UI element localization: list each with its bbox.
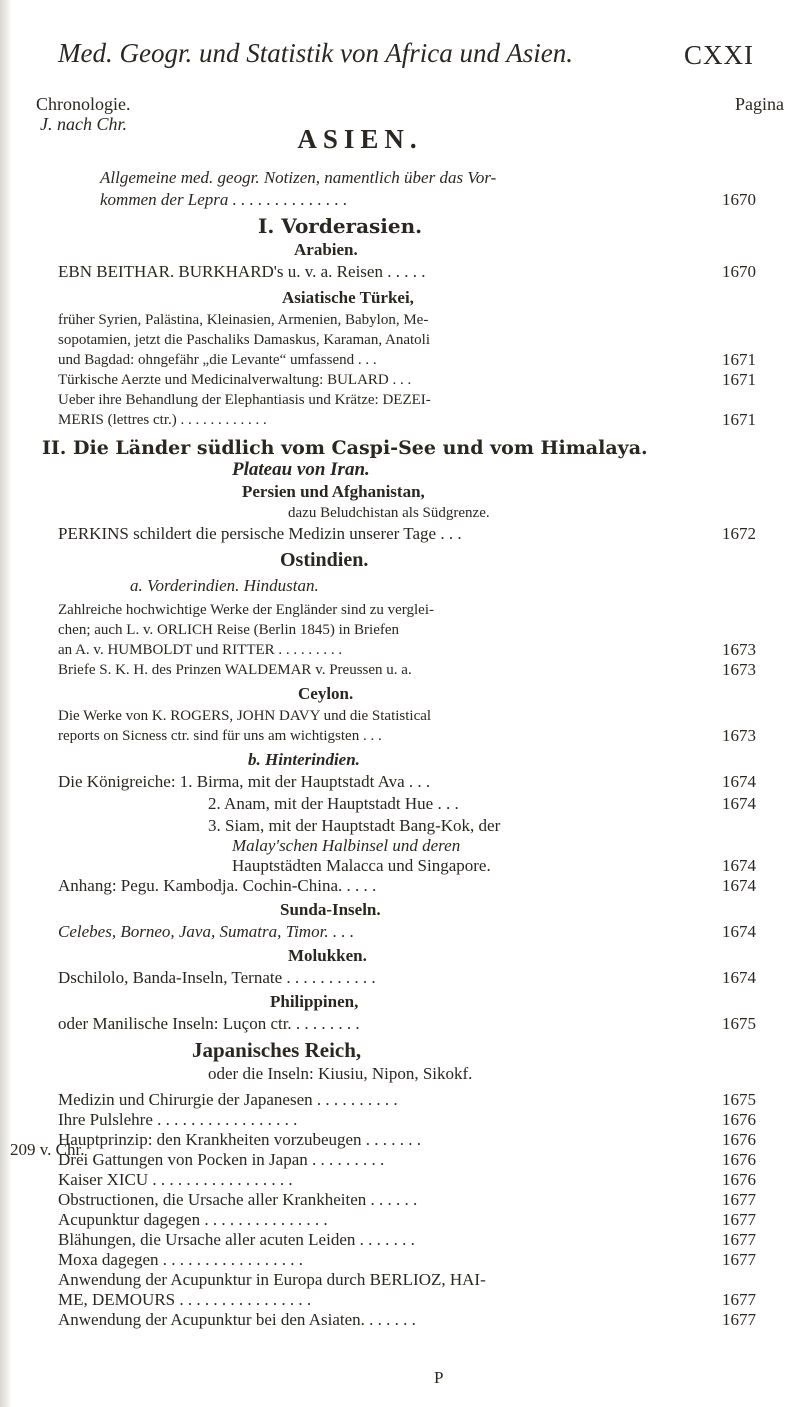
- entry-text: chen; auch L. v. ORLICH Reise (Berlin 1845) in Briefen: [58, 622, 400, 638]
- entry-page-number: 1671: [722, 410, 756, 429]
- entry-text: Blähungen, die Ursache aller acuten Leiden . . . . . . .: [58, 1230, 415, 1249]
- entry-text: Die Königreiche: 1. Birma, mit der Hauptstadt Ava . . .: [58, 772, 431, 791]
- header-title: Med. Geogr. und Statistik von Africa und Asien.: [58, 38, 573, 68]
- entry-text: oder die Inseln: Kiusiu, Nipon, Sikokf.: [208, 1064, 473, 1083]
- entry-text: reports on Sicness ctr. sind für uns am wichtigsten . . .: [58, 728, 382, 744]
- entry-page-number: 1677: [722, 1190, 756, 1209]
- entry-page-number: 1677: [722, 1230, 756, 1249]
- entry-page-number: 1675: [722, 1090, 756, 1109]
- entry-text: Briefe S. K. H. des Prinzen WALDEMAR v. Preussen u. a.: [58, 662, 412, 678]
- entry-page-number: 1674: [722, 922, 756, 941]
- entry-text: kommen der Lepra . . . . . . . . . . . . . .: [100, 190, 348, 209]
- entry-text: 3. Siam, mit der Hauptstadt Bang-Kok, der: [208, 816, 501, 835]
- entry-text: sopotamien, jetzt die Paschaliks Damaskus, Karaman, Anatoli: [58, 332, 430, 348]
- entry-text: Anwendung der Acupunktur bei den Asiaten. . . . . . .: [58, 1310, 416, 1329]
- entry-page-number: 1677: [722, 1210, 756, 1229]
- entry-text: Zahlreiche hochwichtige Werke der Engländer sind zu verglei-: [58, 602, 435, 618]
- entry-text: an A. v. HUMBOLDT und RITTER . . . . . . . . .: [58, 642, 343, 658]
- entry-page-number: 1671: [722, 350, 756, 369]
- entry-text: früher Syrien, Palästina, Kleinasien, Armenien, Babylon, Me-: [58, 312, 429, 328]
- entry-text: Obstructionen, die Ursache aller Krankheiten . . . . . .: [58, 1190, 418, 1209]
- header-page-number: CXXI: [684, 40, 754, 70]
- entry-text: Molukken.: [288, 946, 367, 965]
- entry-text: Türkische Aerzte und Medicinalverwaltung: BULARD . . .: [58, 372, 412, 388]
- entry-page-number: 1674: [722, 772, 756, 791]
- running-header: [58, 38, 754, 78]
- entry-text: Die Werke von K. ROGERS, JOHN DAVY und die Statistical: [58, 708, 432, 724]
- entry-text: Hauptstädten Malacca und Singapore.: [232, 856, 491, 875]
- entry-text: Japanisches Reich,: [192, 1038, 362, 1062]
- entry-page-number: 1677: [722, 1310, 756, 1329]
- chronology-label: Chronologie.: [36, 94, 131, 114]
- entry-page-number: 1674: [722, 876, 756, 895]
- entry-text: und Bagdad: ohngefähr „die Levante“ umfassend . . .: [58, 352, 377, 368]
- entry-page-number: 1670: [722, 190, 756, 209]
- entry-text: I. Vorderasien.: [258, 214, 423, 238]
- section-title: ASIEN.: [297, 124, 423, 154]
- entry-text: dazu Beludchistan als Südgrenze.: [288, 505, 490, 521]
- entry-text: MERIS (lettres ctr.) . . . . . . . . . . . .: [58, 412, 267, 428]
- entry-text: Persien und Afghanistan,: [242, 482, 425, 501]
- entry-text: oder Manilische Inseln: Luçon ctr. . . . . . . . .: [58, 1014, 360, 1033]
- entry-text: Sunda-Inseln.: [280, 900, 381, 919]
- entry-text: Anwendung der Acupunktur in Europa durch BERLIOZ, HAI-: [58, 1270, 486, 1289]
- entry-text: Celebes, Borneo, Java, Sumatra, Timor. . . .: [58, 922, 355, 941]
- signature-mark: P: [434, 1368, 444, 1387]
- entry-text: Hauptprinzip: den Krankheiten vorzubeugen . . . . . . .: [58, 1130, 422, 1149]
- entry-page-number: 1671: [722, 370, 756, 389]
- entry-page-number: 1677: [722, 1290, 756, 1309]
- entry-page-number: 1674: [722, 856, 756, 875]
- entry-text: EBN BEITHAR. BURKHARD's u. v. a. Reisen . . . . .: [58, 262, 426, 281]
- chronology-sublabel: J. nach Chr.: [40, 114, 127, 134]
- entry-text: Philippinen,: [270, 992, 359, 1011]
- entry-text: Acupunktur dagegen . . . . . . . . . . . . . . .: [58, 1210, 328, 1229]
- entry-text: Allgemeine med. geogr. Notizen, namentlich über das Vor-: [100, 168, 497, 187]
- entry-text: Anhang: Pegu. Kambodja. Cochin-China. . . . .: [58, 876, 377, 895]
- entry-page-number: 1676: [722, 1130, 756, 1149]
- entry-text: Ueber ihre Behandlung der Elephantiasis und Krätze: DEZEI-: [58, 392, 431, 408]
- entry-page-number: 1673: [722, 726, 756, 745]
- page-edge-shadow: [0, 0, 12, 1407]
- entry-text: ME, DEMOURS . . . . . . . . . . . . . . . .: [58, 1290, 312, 1309]
- entry-page-number: 1674: [722, 968, 756, 987]
- entry-text: 2. Anam, mit der Hauptstadt Hue . . .: [208, 794, 459, 813]
- entry-text: PERKINS schildert die persische Medizin unserer Tage . . .: [58, 524, 462, 543]
- margin-note: 209 v. Chr.: [10, 1140, 85, 1159]
- entry-page-number: 1674: [722, 794, 756, 813]
- entry-text: Ceylon.: [298, 684, 354, 703]
- entry-page-number: 1670: [722, 262, 756, 281]
- entry-text: Asiatische Türkei,: [282, 288, 414, 307]
- entry-text: Moxa dagegen . . . . . . . . . . . . . . . . .: [58, 1250, 304, 1269]
- entry-page-number: 1676: [722, 1110, 756, 1129]
- entry-text: Ostindien.: [280, 549, 369, 571]
- entry-text: Plateau von Iran.: [232, 459, 370, 480]
- entry-page-number: 1676: [722, 1170, 756, 1189]
- entry-text: b. Hinterindien.: [248, 750, 360, 769]
- entry-text: Ihre Pulslehre . . . . . . . . . . . . . . . . .: [58, 1110, 298, 1129]
- entry-text: II. Die Länder südlich vom Caspi-See und vom Himalaya.: [42, 437, 648, 459]
- entry-page-number: 1675: [722, 1014, 756, 1033]
- entry-text: Malay'schen Halbinsel und deren: [232, 836, 461, 855]
- entry-page-number: 1677: [722, 1250, 756, 1269]
- entry-text: a. Vorderindien. Hindustan.: [130, 576, 319, 595]
- entry-text: Drei Gattungen von Pocken in Japan . . . . . . . . .: [58, 1150, 385, 1169]
- entry-page-number: 1673: [722, 640, 756, 659]
- entry-text: Kaiser XICU . . . . . . . . . . . . . . . . .: [58, 1170, 293, 1189]
- entry-page-number: 1673: [722, 660, 756, 679]
- entry-page-number: 1676: [722, 1150, 756, 1169]
- pagina-label: Pagina: [735, 94, 784, 114]
- entry-text: Medizin und Chirurgie der Japanesen . . . . . . . . . .: [58, 1090, 398, 1109]
- entry-text: Arabien.: [294, 240, 358, 259]
- entry-text: Dschilolo, Banda-Inseln, Ternate . . . . . . . . . . .: [58, 968, 376, 987]
- entry-page-number: 1672: [722, 524, 756, 543]
